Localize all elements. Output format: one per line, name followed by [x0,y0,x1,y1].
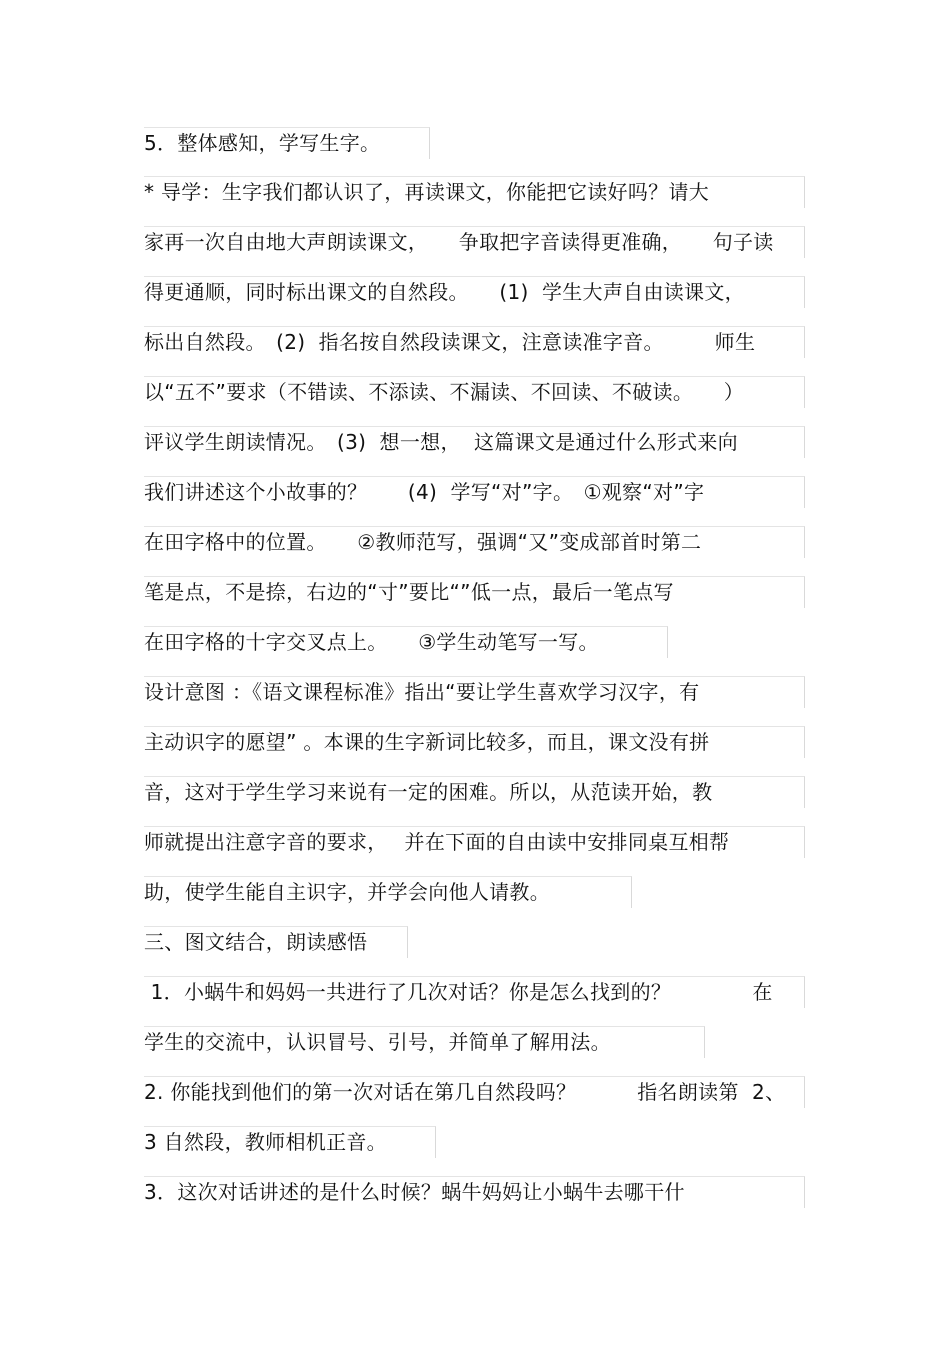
text-line: 我们讲述这个小故事的？ (4) 学写“对”字。 ①观察“对”字 [144,480,705,504]
text-line: 标出自然段。 (2) 指名按自然段读课文，注意读准字音。 师生 [144,330,756,354]
text-line: 评议学生朗读情况。 (3) 想一想， 这篇课文是通过什么形式来向 [144,430,738,454]
text-line: * 导学：生字我们都认识了，再读课文，你能把它读好吗？请大 [144,180,710,204]
text-line: 3 自然段，教师相机正音。 [144,1130,387,1154]
text-line: 3．这次对话讲述的是什么时候？蜗牛妈妈让小蜗牛去哪干什 [144,1180,685,1204]
text-line: 笔是点，不是捺，右边的“寸”要比“”低一点，最后一笔点写 [144,580,674,604]
text-line: 家再一次自由地大声朗读课文， 争取把字音读得更准确， 句子读 [144,230,774,254]
text-line: 1．小蜗牛和妈妈一共进行了几次对话？你是怎么找到的？ 在 [144,980,773,1004]
section-heading: 三、图文结合，朗读感悟 [144,930,368,954]
text-line: 5．整体感知，学写生字。 [144,131,381,155]
text-line: 在田字格中的位置。 ②教师范写，强调“又”变成部首时第二 [144,530,702,554]
text-line: 在田字格的十字交叉点上。 ③学生动笔写一写。 [144,630,599,654]
text-line: 音，这对于学生学习来说有一定的困难。所以，从范读开始，教 [144,780,713,804]
text-line: 主动识字的愿望” 。本课的生字新词比较多，而且，课文没有拼 [144,730,710,754]
text-line: 师就提出注意字音的要求， 并在下面的自由读中安排同桌互相帮 [144,830,730,854]
text-line: 学生的交流中，认识冒号、引号，并简单了解用法。 [144,1030,611,1054]
text-line: 2. 你能找到他们的第一次对话在第几自然段吗？ 指名朗读第 2、 [144,1080,786,1104]
text-line: 助，使学生能自主识字，并学会向他人请教。 [144,880,550,904]
text-line: 以“五不”要求（不错读、不添读、不漏读、不回读、不破读。 ） [144,380,745,404]
text-line: 得更通顺，同时标出课文的自然段。 (1) 学生大声自由读课文， [144,280,745,304]
text-line: 设计意图 ：《语文课程标准》指出“要让学生喜欢学习汉字，有 [144,680,700,704]
